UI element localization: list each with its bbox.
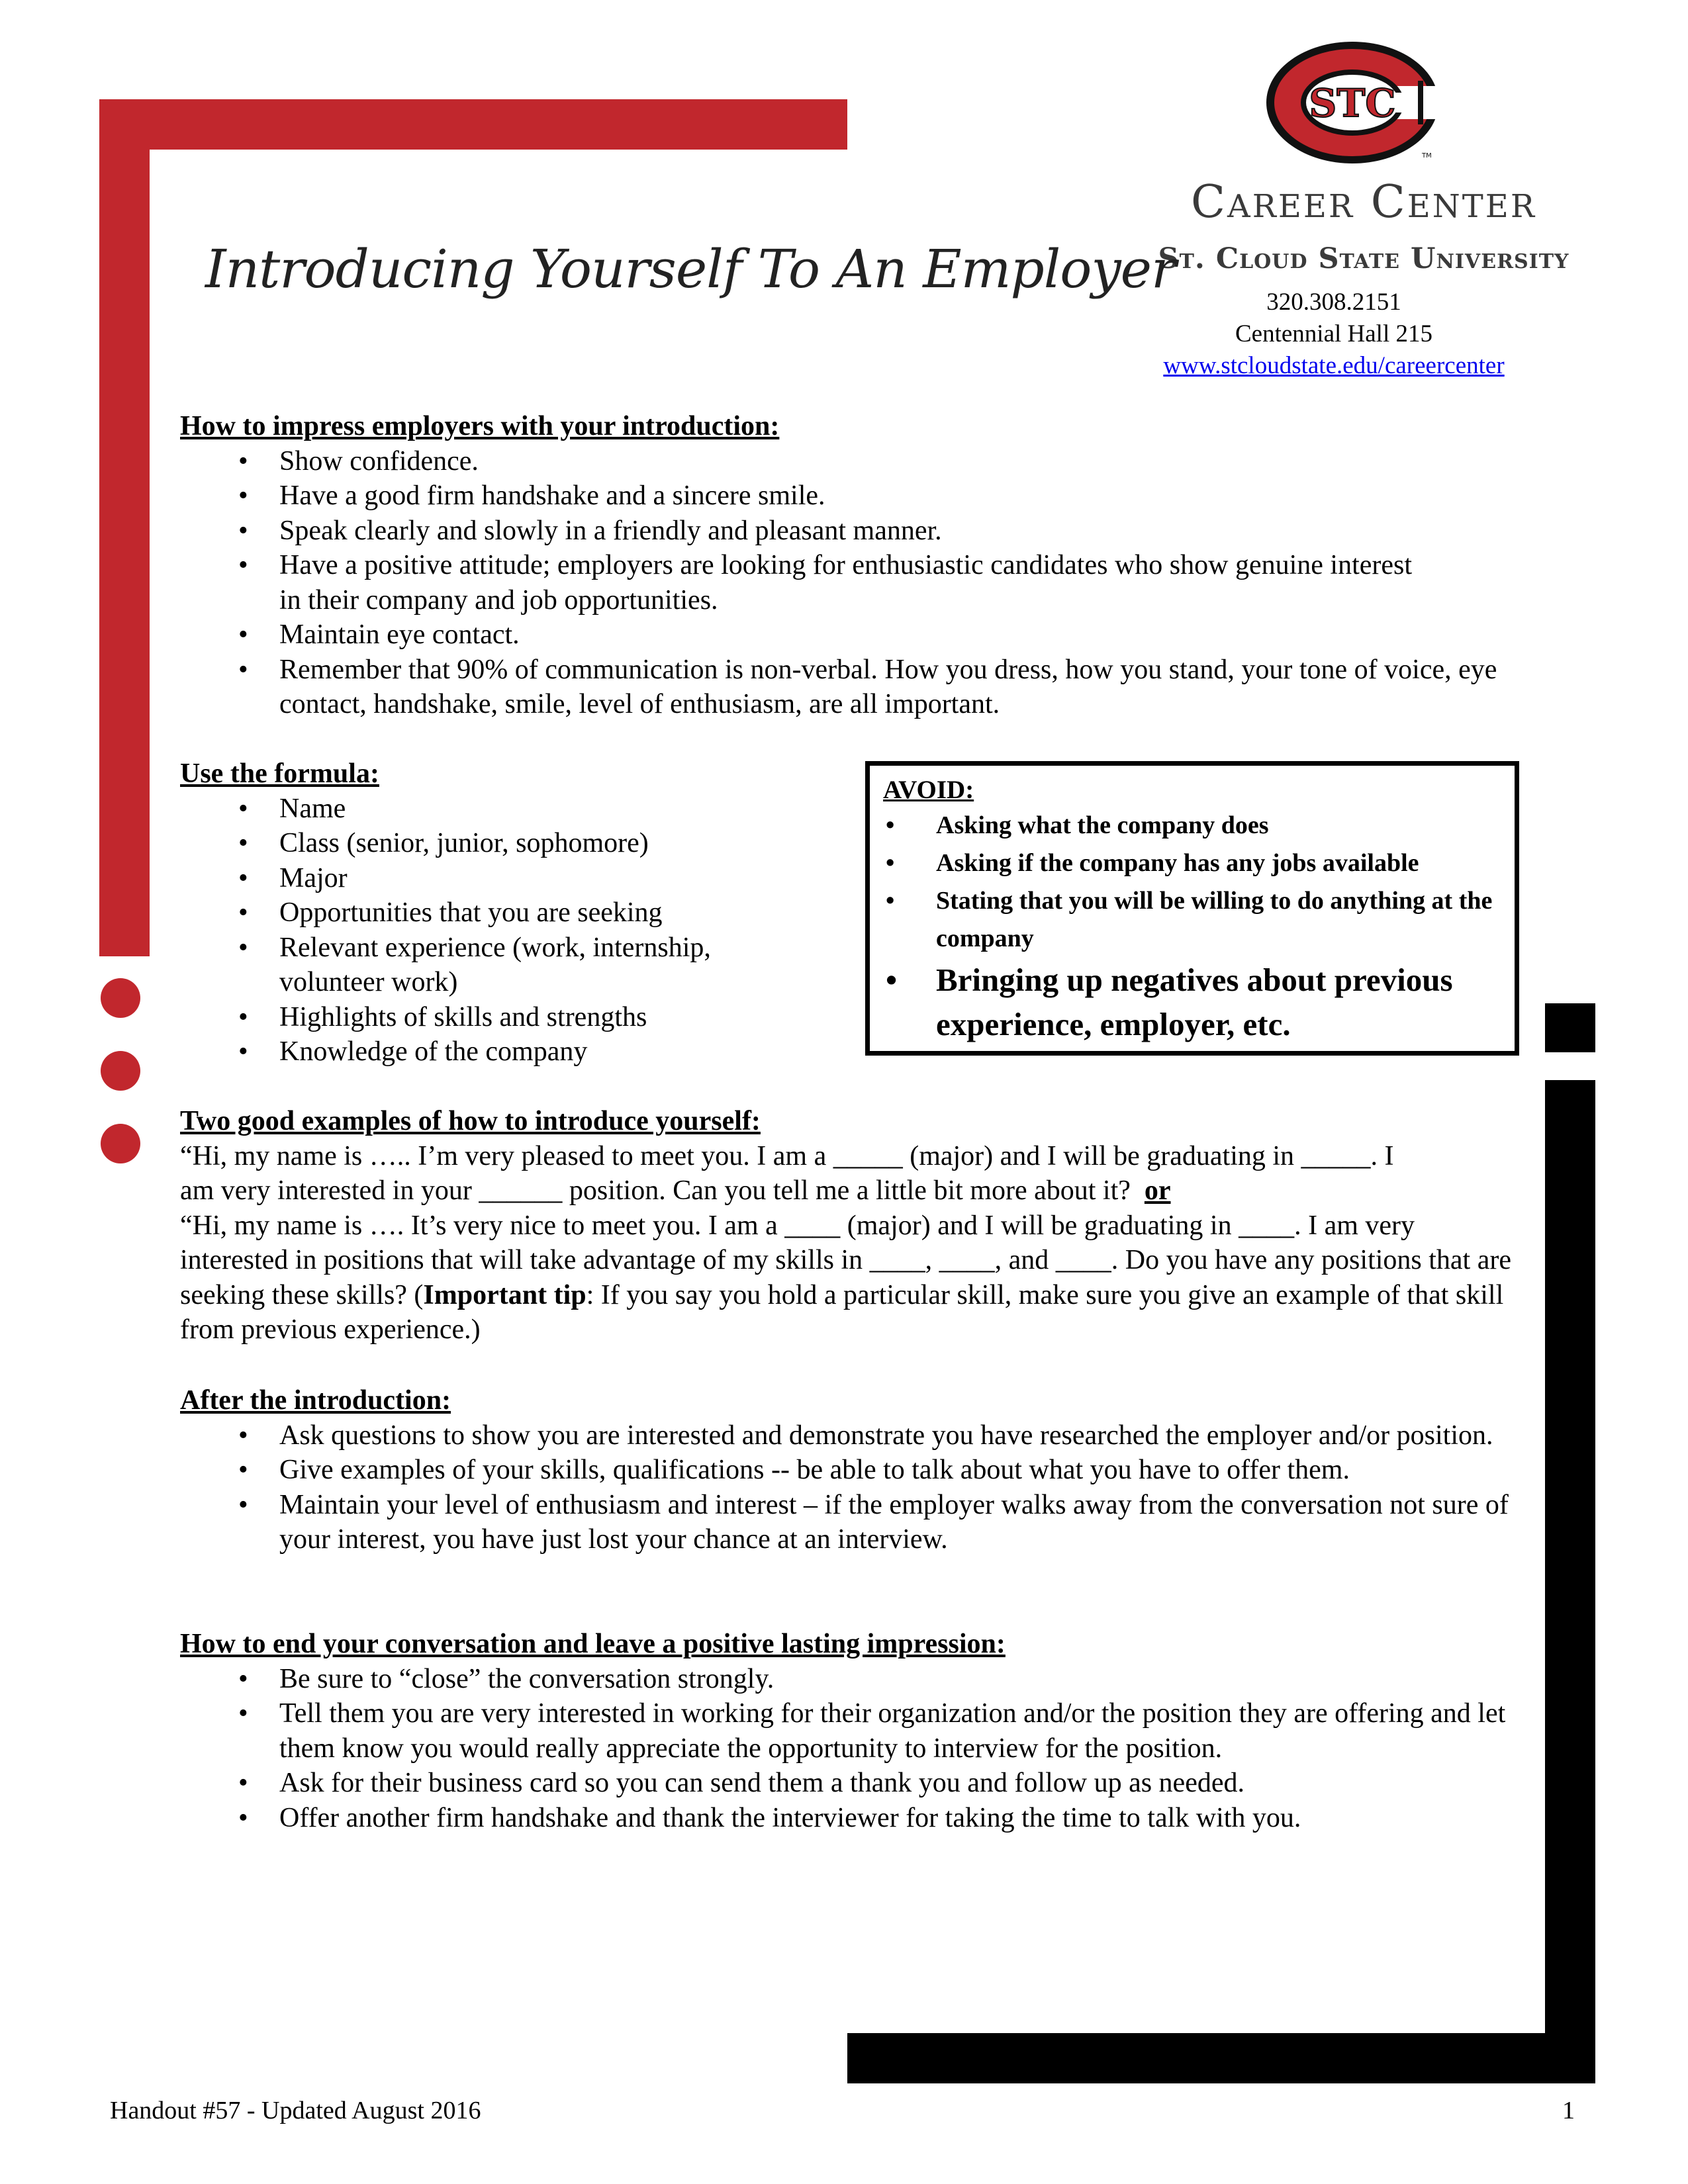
examples-heading: Two good examples of how to introduce yourself:: [180, 1106, 761, 1136]
list-item: • Name: [180, 792, 776, 827]
red-dot-1: [101, 978, 140, 1018]
end-heading: How to end your conversation and leave a positive lasting impression:: [180, 1629, 1006, 1659]
footer-handout: Handout #57 - Updated August 2016: [110, 2097, 481, 2124]
impress-list: [180, 444, 1524, 722]
or-label: or: [1144, 1175, 1171, 1206]
list-item: • Highlights of skills and strengths: [180, 1000, 776, 1035]
list-item: • Asking what the company does: [883, 807, 1501, 844]
black-square-1: [1545, 1003, 1595, 1052]
list-item: • Have a good firm handshake and a sincere smile.: [180, 478, 1524, 514]
list-item: • Major: [180, 861, 776, 896]
formula-list: [180, 792, 776, 1069]
black-square-2: [1545, 1080, 1595, 1129]
formula-heading: Use the formula:: [180, 758, 379, 789]
list-item: • Opportunities that you are seeking: [180, 895, 776, 931]
avoid-heading: AVOID:: [883, 776, 974, 804]
important-tip-label: Important tip: [423, 1279, 586, 1310]
list-item: • Maintain your level of enthusiasm and interest – if the employer walks away from the conversation not sure of your interest, you have just lost your chance at an interview.: [180, 1488, 1524, 1557]
after-heading: After the introduction:: [180, 1385, 451, 1416]
black-frame-bottom: [847, 2033, 1595, 2083]
career-center-name: Career Center: [1191, 176, 1536, 228]
example-1-text: “Hi, my name is ….. I’m very pleased to meet you. I am a _____ (major) and I will be graduating in _____. I am very interested in your ______ position. Can you tell me a little bit more about it?: [180, 1140, 1394, 1206]
list-item: • Be sure to “close” the conversation strongly.: [180, 1662, 1524, 1697]
svg-text:TM: TM: [1422, 152, 1432, 159]
list-item: • Asking if the company has any jobs available: [883, 844, 1501, 882]
avoid-box: [865, 761, 1519, 1056]
list-item: • Show confidence.: [180, 444, 1524, 479]
list-item: • Offer another firm handshake and thank the interviewer for taking the time to talk with you.: [180, 1801, 1524, 1836]
red-frame-left: [99, 99, 150, 956]
impress-section: [180, 409, 1524, 722]
red-frame-top: [99, 99, 847, 150]
important-tip-text: : If you say you hold a particular skill, make sure you give an example of that skill from previous experience.): [180, 1279, 1504, 1345]
footer-page-number: 1: [1562, 2097, 1575, 2124]
document-title: Introducing Yourself To An Employer: [205, 238, 1176, 300]
list-item: • Knowledge of the company: [180, 1034, 776, 1069]
list-item: • Class (senior, junior, sophomore): [180, 826, 776, 861]
impress-heading: How to impress employers with your introduction:: [180, 411, 780, 441]
red-dot-3: [101, 1124, 140, 1163]
end-section: [180, 1627, 1524, 1835]
examples-section: [180, 1104, 1524, 1347]
example-paragraph-1: [180, 1139, 1524, 1208]
formula-section: [180, 756, 776, 1069]
example-paragraph-2: [180, 1208, 1524, 1347]
list-item: • Bringing up negatives about previous experience, employer, etc.: [883, 958, 1501, 1046]
list-item: • Have a positive attitude; employers are looking for enthusiastic candidates who show genuine interest in their company and job opportunities.: [180, 548, 1524, 617]
list-item: • Speak clearly and slowly in a friendly and pleasant manner.: [180, 514, 1524, 549]
after-list: [180, 1418, 1524, 1557]
university-name: St. Cloud State University: [1158, 242, 1570, 275]
after-section: [180, 1383, 1524, 1557]
list-item: • Maintain eye contact.: [180, 617, 1524, 653]
office-location: Centennial Hall 215: [1235, 320, 1432, 347]
list-item: • Remember that 90% of communication is non-verbal. How you dress, how you stand, your tone of voice, eye contact, handshake, smile, level of enthusiasm, are all important.: [180, 653, 1524, 722]
example-2-text: “Hi, my name is …. It’s very nice to meet you. I am a ____ (major) and I will be graduating in ____. I am very interested in positions that will take advantage of my skills in ____, ____, and ____. Do you have any positions that are seeking these skills? (: [180, 1210, 1511, 1310]
avoid-list: [883, 807, 1501, 1046]
svg-text:STC: STC: [1309, 81, 1396, 126]
list-item: • Stating that you will be willing to do anything at the company: [883, 882, 1501, 958]
end-list: [180, 1662, 1524, 1836]
phone-number: 320.308.2151: [1266, 289, 1401, 316]
list-item: • Give examples of your skills, qualifications -- be able to talk about what you have to offer them.: [180, 1453, 1524, 1488]
list-item: • Tell them you are very interested in working for their organization and/or the position they are offering and let them know you would really appreciate the opportunity to interview for the position.: [180, 1696, 1524, 1766]
list-item: • Ask for their business card so you can send them a thank you and follow up as needed.: [180, 1766, 1524, 1801]
black-frame-right: [1545, 1097, 1595, 2083]
scsu-logo: [1264, 40, 1443, 172]
website-link[interactable]: www.stcloudstate.edu/careercenter: [1163, 352, 1505, 379]
black-square-3: [1545, 1157, 1595, 1206]
list-item: • Relevant experience (work, internship, volunteer work): [180, 931, 776, 1000]
list-item: • Ask questions to show you are interested and demonstrate you have researched the employer and/or position.: [180, 1418, 1524, 1453]
red-dot-2: [101, 1051, 140, 1091]
